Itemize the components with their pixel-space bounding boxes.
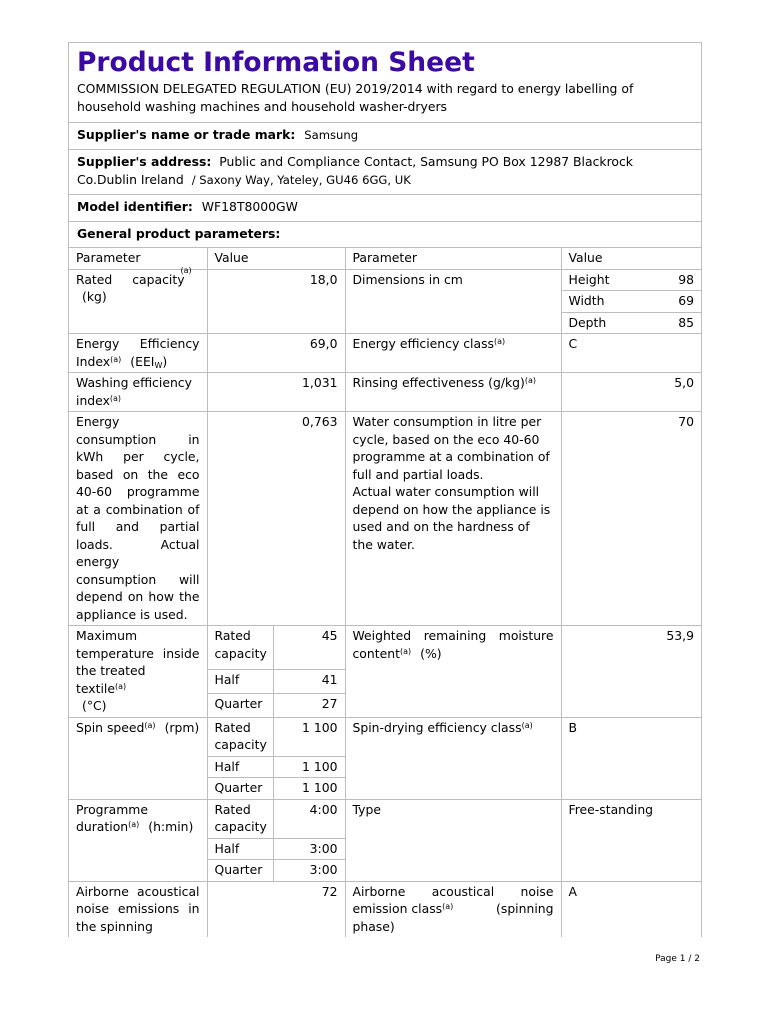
model-identifier-row [69, 195, 701, 222]
label-text: (spinning [496, 901, 554, 916]
footnote-marker: (a) [521, 720, 533, 730]
width-cell [561, 291, 701, 313]
supplier-address-value: Public and Compliance Contact, Samsung PO Box 12987 Blackrock Co.Dublin Ireland [77, 154, 633, 187]
label-text: temperature inside [76, 645, 200, 661]
footnote-marker: (a) [180, 265, 192, 275]
header-section [69, 43, 701, 123]
label-cell [69, 626, 207, 718]
value-cell: 3:00 [273, 860, 345, 882]
table-row [69, 626, 701, 670]
label-text: Maximum [76, 628, 138, 643]
label-text: Airborne acoustical noise [352, 883, 554, 899]
label-text: Actual water consumption will depend on how the appliance is used and on the hardness of the water. [352, 484, 551, 552]
unit-text: (kg) [82, 289, 107, 304]
footnote-marker: (a) [524, 376, 537, 385]
label-text: content [352, 645, 400, 661]
footnote-marker: (a) [494, 337, 506, 346]
label-text: Height [568, 271, 610, 287]
value-cell: 1 100 [273, 756, 345, 778]
sub-label-cell: Quarter [207, 778, 273, 800]
value-cell: 69,0 [207, 334, 345, 373]
table-row [69, 881, 701, 937]
value-cell: 18,0 [207, 269, 345, 334]
value-cell: Free-standing [561, 799, 701, 881]
supplier-address-extra: / Saxony Way, Yateley, GU46 6GG, UK [191, 173, 411, 187]
unit-text: (%) [420, 645, 442, 661]
sub-label-cell: Quarter [207, 693, 273, 717]
value-cell: 4:00 [273, 799, 345, 838]
footnote-marker: (a) [110, 354, 122, 364]
label-cell [69, 799, 207, 881]
label-text: the treated textile [76, 663, 146, 696]
label-text: Energy efficiency class [352, 336, 494, 351]
label-cell [69, 373, 207, 412]
value-cell: 1 100 [273, 717, 345, 756]
unit-text: (rpm) [164, 719, 200, 735]
footnote-marker: (a) [399, 646, 412, 656]
value-text: 85 [678, 314, 694, 330]
product-information-sheet [68, 42, 702, 937]
value-text: 69 [678, 293, 694, 308]
eei-subscript: W [154, 360, 163, 370]
table-header-cell: Parameter [69, 248, 207, 269]
sub-label-cell: Rated capacity [207, 799, 273, 838]
value-text: 98 [678, 271, 694, 287]
eei-abbr: (EEI [130, 353, 155, 369]
regulation-text: COMMISSION DELEGATED REGULATION (EU) 2019/2014 with regard to energy labelling of household washing machines and household washer-dryers [77, 81, 634, 114]
label-text: phase) [352, 918, 395, 934]
value-cell: 5,0 [561, 373, 701, 412]
supplier-name-row [69, 123, 701, 150]
label-text: Rinsing effectiveness (g/kg) [352, 375, 525, 390]
value-cell: 53,9 [561, 626, 701, 718]
label-text: Spin-drying efficiency class [352, 719, 522, 735]
label-text: Energy Efficiency [76, 336, 200, 351]
sub-label-cell: Half [207, 669, 273, 693]
label-cell: Airborne acoustical noise emissions in the spinning [69, 881, 207, 937]
value-cell: B [561, 717, 701, 799]
table-row [69, 334, 701, 373]
supplier-address-row [69, 150, 701, 195]
table-header-row [69, 248, 701, 269]
label-text: Programme [76, 801, 148, 817]
footnote-marker: (a) [114, 681, 127, 691]
label-text: Washing efficiency [76, 375, 192, 390]
label-text: Index [76, 353, 111, 369]
value-cell: 1,031 [207, 373, 345, 412]
label-text: duration [76, 819, 129, 834]
table-row [69, 717, 701, 756]
value-cell: 27 [273, 693, 345, 717]
table-row [69, 412, 701, 626]
eei-abbr-close: ) [162, 353, 168, 369]
value-cell: A [561, 881, 701, 937]
value-cell: 41 [273, 669, 345, 693]
parameters-table [69, 248, 701, 937]
label-cell [345, 412, 561, 626]
sub-label-cell: Half [207, 838, 273, 860]
general-parameters-label: General product parameters: [77, 226, 281, 241]
table-row [69, 373, 701, 412]
label-text: Width [568, 293, 605, 308]
unit-text: (°C) [82, 698, 107, 713]
label-text: index [76, 392, 110, 408]
label-cell: Energy consumption in kWh per cycle, based on the eco 40-60 programme at a combination of full and partial loads. Actual energy consumption will depend on how the appliance is used. [69, 412, 207, 626]
label-text: Spin speed [76, 719, 145, 735]
unit-text: (h:min) [148, 819, 194, 834]
model-identifier-value: WF18T8000GW [201, 199, 298, 214]
footnote-marker: (a) [442, 902, 454, 911]
height-cell [561, 269, 701, 291]
depth-cell [561, 312, 701, 334]
general-parameters-row [69, 222, 701, 248]
sub-label-cell: Rated capacity [207, 717, 273, 756]
table-header-cell: Value [561, 248, 701, 269]
footnote-marker: (a) [109, 393, 122, 403]
value-cell: 72 [207, 881, 345, 937]
label-text: Rated capacity [76, 271, 185, 287]
label-cell [345, 373, 561, 412]
label-cell: Type [345, 799, 561, 881]
footnote-marker: (a) [128, 820, 140, 829]
value-cell: C [561, 334, 701, 373]
supplier-name-label: Supplier's name or trade mark: [77, 127, 296, 142]
value-cell: 70 [561, 412, 701, 626]
page-number: Page 1 / 2 [655, 954, 700, 964]
supplier-name-value: Samsung [304, 128, 359, 142]
page-title: Product Information Sheet [77, 47, 475, 78]
label-text: emission class [352, 901, 443, 916]
footnote-marker: (a) [144, 720, 156, 730]
rated-capacity-label-cell [69, 265, 207, 334]
sub-label-cell: Quarter [207, 860, 273, 882]
supplier-address-label: Supplier's address: [77, 154, 212, 169]
table-row [69, 269, 701, 291]
value-cell: 3:00 [273, 838, 345, 860]
label-cell [345, 626, 561, 718]
sub-label-cell: Rated capacity [207, 626, 273, 670]
label-cell [69, 717, 207, 799]
table-row [69, 799, 701, 838]
label-cell [345, 881, 561, 937]
label-text: Water consumption in litre per cycle, based on the eco 40-60 programme at a combination of full and partial loads. [352, 414, 550, 482]
label-cell [345, 334, 561, 373]
label-cell: Dimensions in cm [345, 269, 561, 334]
model-identifier-label: Model identifier: [77, 199, 193, 214]
value-cell: 45 [273, 626, 345, 670]
value-cell: 0,763 [207, 412, 345, 626]
table-header-cell: Value [207, 248, 345, 269]
sub-label-cell: Half [207, 756, 273, 778]
value-cell: 1 100 [273, 778, 345, 800]
eei-label-cell [69, 334, 207, 373]
label-text: Weighted remaining moisture [352, 628, 554, 643]
label-text: Depth [568, 314, 607, 330]
table-header-cell: Parameter [345, 248, 561, 269]
label-cell [345, 717, 561, 799]
